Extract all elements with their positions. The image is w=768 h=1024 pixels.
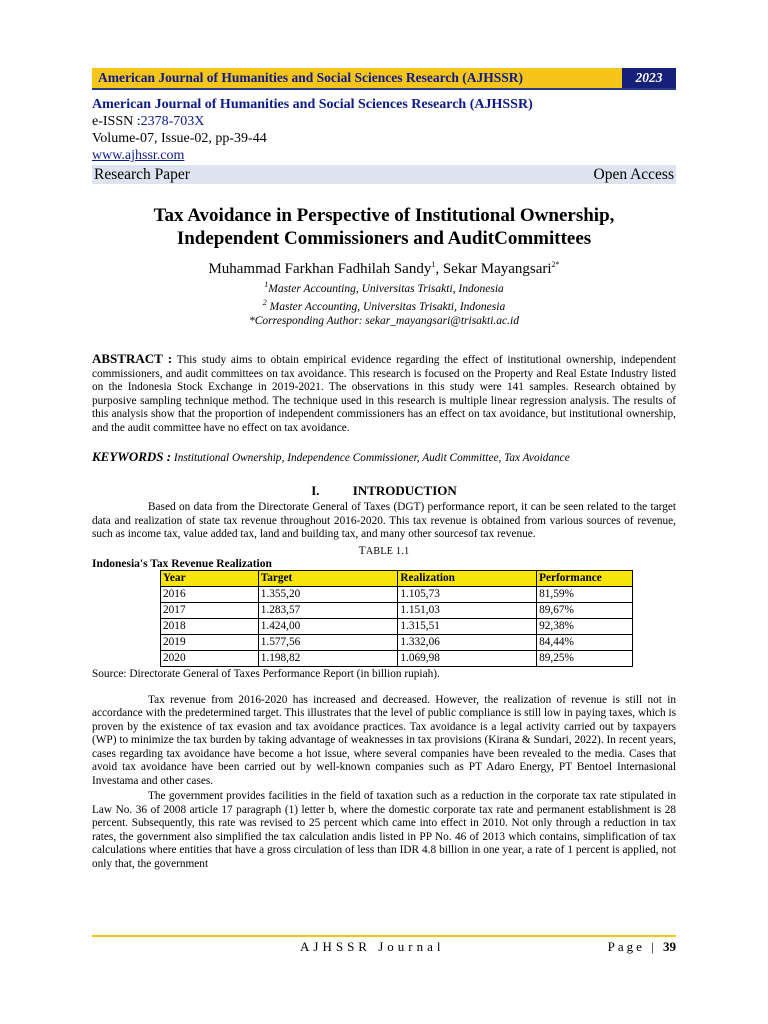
paper-title: Tax Avoidance in Perspective of Institutional Ownership, Independent Commissioners and AuditCommittees xyxy=(153,205,615,249)
table-row: 2020 1.198,82 1.069,98 89,25% xyxy=(161,650,633,666)
volume-info: Volume-07, Issue-02, pp-39-44 xyxy=(92,131,267,146)
issn: e-ISSN :2378-703X xyxy=(92,114,205,129)
top-bar-journal-name: American Journal of Humanities and Social Sciences Research (AJHSSR) xyxy=(98,70,523,85)
journal-top-bar xyxy=(92,68,676,90)
authors: Muhammad Farkhan Fadhilah Sandy$^1$, Sekar Mayangsari$^{2*}$ xyxy=(208,260,560,277)
paper-type: Research Paper xyxy=(94,165,190,183)
table-title: Indonesia's Tax Revenue Realization xyxy=(92,557,272,570)
tax-revenue-table xyxy=(160,570,633,667)
paper-type-bar xyxy=(92,165,676,184)
table-header-cell: Year xyxy=(161,570,259,586)
keywords: KEYWORDS : Institutional Ownership, Independence Commissioner, Audit Committee, Tax Avoidance xyxy=(92,449,570,465)
table-row: 2016 1.355,20 1.105,73 81,59% xyxy=(161,586,633,602)
footer-journal: AJHSSR Journal xyxy=(300,939,445,954)
section-heading-introduction: I. INTRODUCTION xyxy=(311,483,457,499)
table-header-cell: Target xyxy=(258,570,398,586)
journal-header xyxy=(92,96,676,164)
paper-page xyxy=(92,66,676,871)
footer-page-number: Page | 39 xyxy=(607,939,676,954)
intro-paragraph: The government provides facilities in the field of taxation such as a reduction in the corporate tax rate stipulated in Law No. 36 of 2008 article 17 paragraph (1) letter b, where the domestic corporate tax rate and permanent establishment is 28 percent. Subsequently, this rate was revised to 25 percent which came into effect in 2010. Not only through a reduction in tax rates, the government also simplified the tax calculation andis listed in PP No. 46 of 2013 which contains, simplification of tax calculations where entities that have a gross circulation of less than IDR 4.8 billion in one year, a rate of 1 percent is applied, not only that, the government xyxy=(92,790,676,870)
journal-website-link[interactable]: www.ajhssr.com xyxy=(92,148,185,163)
intro-paragraph: Based on data from the Directorate General of Taxes (DGT) performance report, it can be seen related to the target data and realization of state tax revenue throughout 2016-2020. This tax revenue is obtained from various sources of revenue, such as income tax, value added tax, land and building tax, and many other sourcesof tax revenue. xyxy=(92,501,676,541)
affiliations: $^1$Master Accounting, Universitas Trisakti, Indonesia $^2$ Master Accounting, Universitas Trisakti, Indonesia *Corresponding Author: sekar_mayangsari@trisakti.ac.id xyxy=(92,278,676,328)
table-row: 2017 1.283,57 1.151,03 89,67% xyxy=(161,602,633,618)
table-source: Source: Directorate General of Taxes Performance Report (in billion rupiah). xyxy=(92,667,440,680)
table-header-row xyxy=(161,570,633,586)
table-header-cell: Realization xyxy=(398,570,537,586)
abstract: ABSTRACT : This study aims to obtain empirical evidence regarding the effect of institutional ownership, independent commissioners, and audit committees on tax avoidance. This research is focused on the Property and Real Estate Industry listed on the Indonesia Stock Exchange in 2019-2021. The observations in this study were 141 samples. Research obtained by purposive sampling technique method. The technique used in this research is multiple linear regression analysis. The results of this analysis show that the proportion of independent commissioners has an effect on tax avoidance, but institutional ownership, and the audit committee have no effect on tax avoidance. xyxy=(92,351,677,434)
access-type: Open Access xyxy=(593,165,674,183)
footer-divider xyxy=(92,935,676,937)
table-row: 2019 1.577,56 1.332,06 84,44% xyxy=(161,634,633,650)
corresponding-author: *Corresponding Author: sekar_mayangsari@trisakti.ac.id xyxy=(249,314,519,327)
table-row: 2018 1.424,00 1.315,51 92,38% xyxy=(161,618,633,634)
table-caption: TABLE 1.1 xyxy=(358,544,410,557)
top-bar-year: 2023 xyxy=(622,68,676,88)
intro-paragraph: Tax revenue from 2016-2020 has increased and decreased. However, the realization of revenue is still not in accordance with the predetermined target. This illustrates that the level of public compliance is still low in paying taxes, which is proven by the existence of tax evasion and tax avoidance practices. Tax avoidance is a legal activity carried out by taxpayers (WP) to minimize the tax burden by taking advantage of weaknesses in tax provisions (Kirana & Sundari, 2022). In recent years, cases regarding tax avoidance have become a hot issue, where several companies have been revealed to the media. Cases that avoid tax avoidance have been carried out by well-known companies such as PT Adaro Energy, PT Bentoel Internasional Investama and other cases. xyxy=(92,693,676,787)
page-footer xyxy=(92,939,676,955)
journal-name: American Journal of Humanities and Social Sciences Research (AJHSSR) xyxy=(92,97,533,112)
table-header-cell: Performance xyxy=(537,570,633,586)
